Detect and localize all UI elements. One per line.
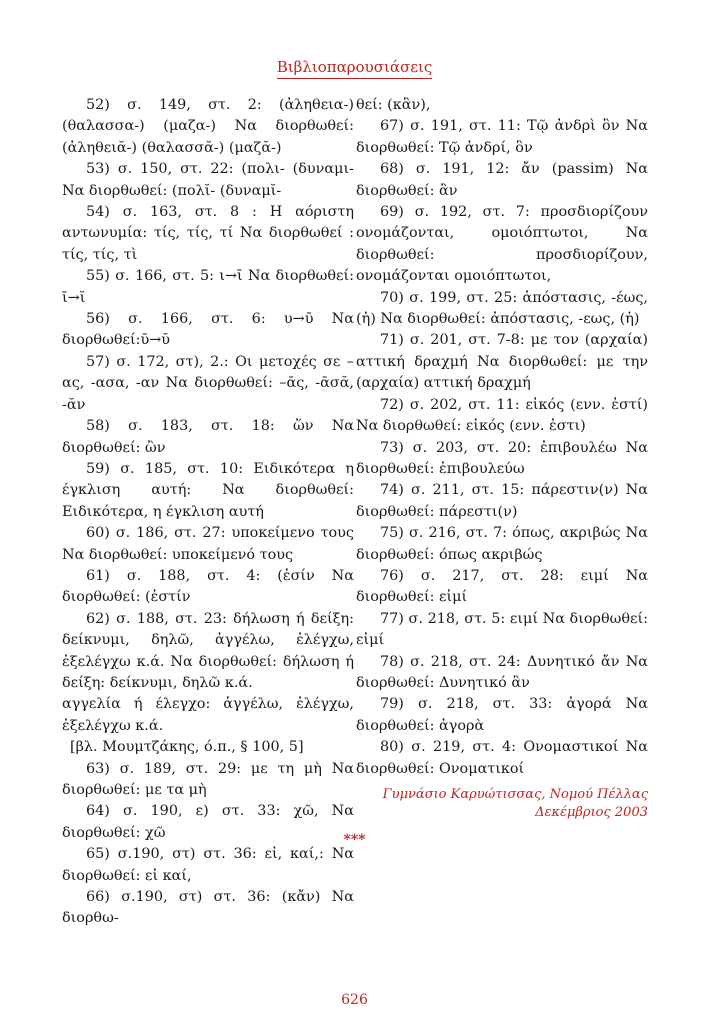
- section-title: Βιβλιοπαρουσιάσεις: [277, 58, 433, 79]
- errata-entry: 72) σ. 202, στ. 11: εἰκός (ενν. ἐστί) Να διορθωθεί: εἰκός (ενν. ἐστι): [356, 396, 648, 435]
- errata-entry: 69) σ. 192, στ. 7: προσδιορίζουν ονομάζονται, ομοιόπτωτοι, Να διορθωθεί: προσδιορίζουν, ονομάζονται ομοιόπτωτοι,: [356, 204, 648, 285]
- errata-entry: 68) σ. 191, 12: ἄν (passim) Να διορθωθεί: ἂν: [356, 161, 648, 199]
- section-separator: ***: [343, 832, 366, 848]
- errata-entry: 64) σ. 190, ε) στ. 33: χῶ, Να διορθωθεί: χῶ: [62, 803, 354, 841]
- errata-entry: 57) σ. 172, στ), 2.: Οι μετοχές σε –ας, -ασα, -αν Να διορθωθεί: –ᾱς, -ᾱσᾰ, -ᾰν: [62, 353, 354, 413]
- errata-entry: 54) σ. 163, στ. 8 : Η αόριστη αντωνυμία: τίς, τίς, τί Να διορθωθεί : τίς, τίς, τὶ: [62, 204, 354, 263]
- right-column: [356, 95, 648, 822]
- errata-entry: 66) σ.190, στ) στ. 36: (κἄν) Να διορθω-: [62, 889, 354, 927]
- author-signature: [356, 786, 648, 822]
- running-header: [0, 58, 709, 76]
- errata-entry: 71) σ. 201, στ. 7-8: με τον (αρχαία) αττική δραχμή Να διορθωθεί: με την (αρχαία) αττική δραχμή: [356, 332, 648, 392]
- errata-entry: 56) σ. 166, στ. 6: υ→ῡ Να διορθωθεί:ῡ→ῠ: [62, 311, 354, 349]
- errata-entry: 52) σ. 149, στ. 2: (ἀληθεια-) (θαλασσα-) (μαζα-) Να διορθωθεί: (ἀληθειᾰ-) (θαλασσᾰ-) (μαζᾰ-): [62, 97, 354, 156]
- errata-entry-continuation: θεί: (κἂν),: [356, 97, 431, 113]
- errata-entry: 53) σ. 150, στ. 22: (πολι- (δυναμι- Να διορθωθεί: (πολῐ- (δυναμῐ-: [62, 161, 354, 199]
- errata-entry: 63) σ. 189, στ. 29: με τη μὴ Να διορθωθεί: με τα μὴ: [62, 760, 354, 798]
- errata-entry: 73) σ. 203, στ. 20: ἐπιβουλέω Να διορθωθεί: ἐπιβουλεύω: [356, 439, 648, 477]
- errata-entry: 65) σ.190, στ) στ. 36: εἰ, καί,: Να διορθωθεί: εἰ καί,: [62, 846, 354, 884]
- signature-school: Γυμνάσιο Καρυώτισσας, Νομού Πέλλας: [382, 787, 648, 802]
- errata-entry: 80) σ. 219, στ. 4: Ονομαστικοί Να διορθωθεί: Ονοματικοί: [356, 739, 648, 777]
- errata-entry: 61) σ. 188, στ. 4: (ἐσίν Να διορθωθεί: (ἐστίν: [62, 567, 354, 606]
- errata-entry: 79) σ. 218, στ. 33: ἀγορά Να διορθωθεί: ἀγορὰ: [356, 696, 648, 734]
- errata-entry: 76) σ. 217, στ. 28: ειμί Να διορθωθεί: εἰμί: [356, 567, 648, 606]
- errata-entry: 74) σ. 211, στ. 15: πάρεστιν(ν) Να διορθωθεί: πάρεστι(ν): [356, 482, 648, 520]
- errata-entry: 75) σ. 216, στ. 7: όπως, ακριβώς Να διορθωθεί: όπως ακριβώς: [356, 525, 648, 563]
- errata-entry: 59) σ. 185, στ. 10: Ειδικότερα η έγκλιση αυτή: Να διορθωθεί: Ειδικότερα, η έγκλιση αυτή: [62, 460, 354, 520]
- errata-entry: 70) σ. 199, στ. 25: ἀπόστασις, -έως, (ἡ) Να διορθωθεί: ἀπόστασις, -εως, (ἡ): [356, 289, 648, 328]
- errata-entry: 55) σ. 166, στ. 5: ι→ῑ Να διορθωθεί: ῑ→ῐ: [62, 268, 354, 306]
- errata-entry: 78) σ. 218, στ. 24: Δυνητικό ἄν Να διορθωθεί: Δυνητικό ἂν: [356, 653, 648, 691]
- page-number: 626: [341, 992, 368, 1008]
- errata-entry: 60) σ. 186, στ. 27: υποκείμενο τους Να διορθωθεί: υποκείμενό τους: [62, 525, 354, 563]
- errata-entry: 67) σ. 191, στ. 11: Τῷ ἀνδρὶ ὃν Να διορθωθεί: Τῷ ἀνδρί, ὃν: [356, 118, 648, 156]
- signature-date: Δεκέμβριος 2003: [535, 805, 648, 820]
- left-column: [62, 95, 354, 930]
- reference-note: [βλ. Μουμτζάκης, ό.π., § 100, 5]: [70, 739, 304, 756]
- errata-entry-continuation: αγγελία ή έλεγχο: ἀγγέλω, ἐλέγχω, ἐξελέγχω κ.ά.: [62, 696, 354, 734]
- errata-entry: 62) σ. 188, στ. 23: δήλωση ή δείξη: δείκνυμι, δηλῶ, ἀγγέλω, ἐλέγχω, ἐξελέγχω κ.ά. Να διορθωθεί: δήλωση ή δείξη: δείκνυμι, δηλῶ κ.ά.: [62, 610, 354, 691]
- errata-entry: 77) σ. 218, στ. 5: ειμί Να διορθωθεί: εἰμί: [356, 610, 648, 649]
- errata-entry: 58) σ. 183, στ. 18: ὥν Να διορθωθεί: ὢν: [62, 418, 354, 456]
